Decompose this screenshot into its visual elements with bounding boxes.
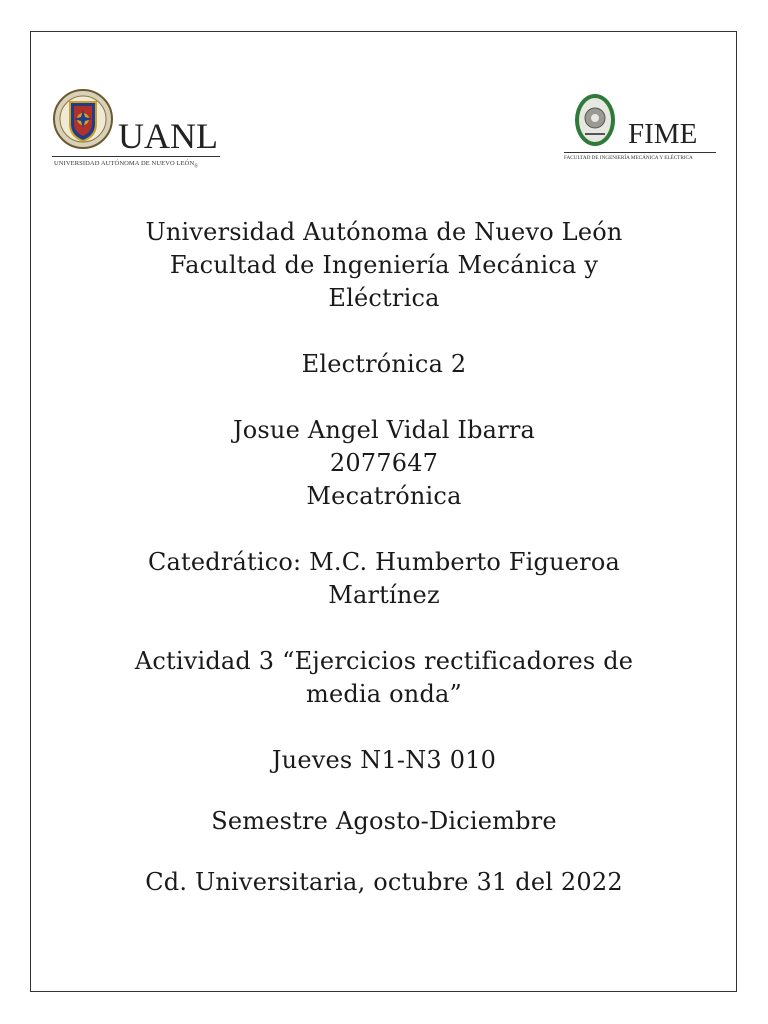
fime-wordmark: FIME [628, 118, 698, 150]
fime-divider [564, 152, 716, 153]
uanl-subtitle [54, 160, 198, 169]
schedule: Jueves N1-N3 010 [271, 746, 497, 774]
university-name: Universidad Autónoma de Nuevo León [145, 218, 623, 246]
uanl-shield-icon [52, 88, 114, 154]
institution-block [60, 216, 708, 315]
faculty-name-line1: Facultad de Ingeniería Mecánica y [169, 251, 599, 279]
fime-emblem-icon [570, 90, 620, 152]
course-name: Electrónica 2 [301, 350, 467, 378]
cover-text [60, 216, 708, 899]
uanl-divider [52, 156, 220, 157]
fime-logo [560, 88, 720, 168]
fime-subtitle: FACULTAD DE INGENIERÍA MECÁNICA Y ELÉCTRICA [564, 155, 693, 161]
career: Mecatrónica [306, 482, 462, 510]
professor-line1: Catedrático: M.C. Humberto Figueroa [147, 548, 621, 576]
activity-line1: Actividad 3 “Ejercicios rectificadores de [134, 647, 634, 675]
faculty-name-line2: Eléctrica [328, 284, 440, 312]
student-block [60, 414, 708, 513]
semester: Semestre Agosto-Diciembre [211, 807, 557, 835]
place-date: Cd. Universitaria, octubre 31 del 2022 [145, 868, 623, 896]
uanl-subtitle-text: UNIVERSIDAD AUTÓNOMA DE NUEVO LEÓN [54, 160, 195, 167]
student-name: Josue Angel Vidal Ibarra [232, 416, 536, 444]
uanl-logo [52, 88, 227, 176]
professor-block [60, 546, 708, 612]
activity-line2: media onda” [306, 680, 462, 708]
activity-block [60, 645, 708, 711]
uanl-wordmark: UANL [118, 116, 218, 156]
registered-mark: ® [194, 164, 199, 170]
student-id: 2077647 [329, 449, 439, 477]
professor-line2: Martínez [328, 581, 440, 609]
